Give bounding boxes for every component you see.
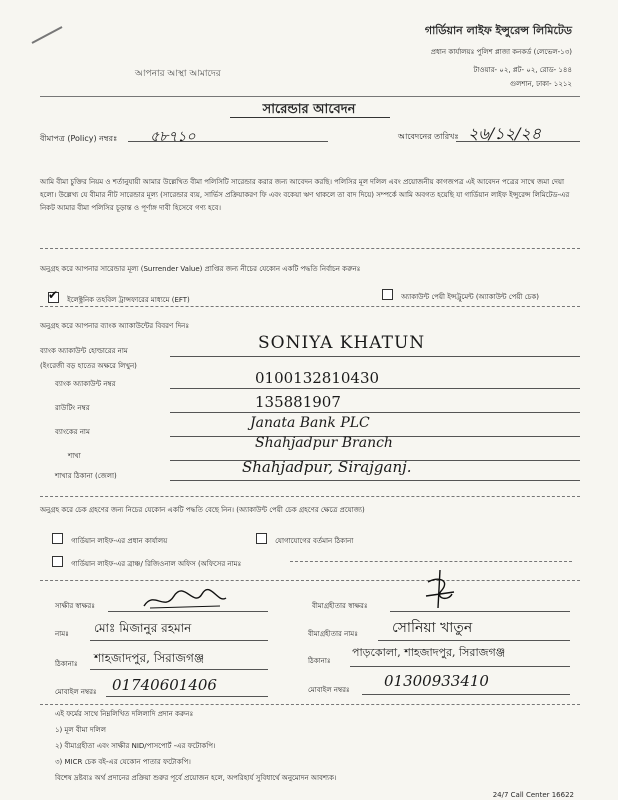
holder-signature-label: বীমাগ্রহীতার স্বাক্ষরঃ: [312, 602, 368, 610]
office-label: প্রধান কার্যালয়ঃ পুলিশ প্লাজা কনকর্ড (লেভেল-১৩): [430, 48, 572, 56]
divider-2: [40, 306, 580, 307]
slogan: আপনার আস্থা আমাদের: [135, 69, 221, 79]
option-payee-cheque[interactable]: [382, 284, 539, 303]
divider-3: [40, 496, 580, 497]
current-address-checkbox[interactable]: [256, 533, 267, 544]
account-holder-field[interactable]: [170, 356, 580, 357]
branch-label: শাখা: [68, 452, 81, 460]
cheque-option-head-office[interactable]: [52, 528, 167, 547]
holder-mobile-label: মোবাইল নম্বরঃ: [308, 686, 350, 694]
witness-address-label: ঠিকানাঃ: [55, 660, 78, 668]
account-number-value: 0100132810430: [255, 369, 380, 387]
staple-mark: [32, 26, 63, 44]
doc-item-1: ১) মূল বীমা দলিল: [55, 726, 106, 734]
cheque-option-current-address[interactable]: [256, 528, 353, 547]
head-office-checkbox[interactable]: [52, 533, 63, 544]
holder-address-field[interactable]: [350, 666, 570, 667]
bank-name-label: ব্যাংকের নাম: [55, 428, 90, 436]
account-holder-value: SONIYA KHATUN: [258, 333, 426, 353]
policy-label: বীমাপত্র (Policy) নম্বরঃ: [40, 134, 118, 143]
eft-checkbox[interactable]: [48, 292, 59, 303]
payee-label: অ্যাকাউন্ট পেয়ী ইন্সট্রুমেন্ট (অ্যাকাউন্ট পেয়ী চেক): [401, 293, 539, 301]
holder-address-value: পাড়কোলা, শাহজাদপুর, সিরাজগঞ্জ: [352, 646, 506, 659]
account-holder-label: ব্যাংক অ্যাকাউন্ট হোল্ডারের নাম: [40, 347, 128, 355]
witness-mobile-field[interactable]: [106, 696, 268, 697]
holder-mobile-value: 01300933410: [384, 672, 489, 690]
witness-signature: [140, 586, 230, 614]
witness-name-value: মোঃ মিজানুর রহমান: [94, 621, 192, 635]
call-center: 24/7 Call Center 16622: [492, 791, 574, 799]
head-office-label: গার্ডিয়ান লাইফ-এর প্রধান কার্যালয়: [71, 537, 168, 545]
bank-name-value: Janata Bank PLC: [250, 415, 370, 431]
routing-value: 135881907: [255, 393, 341, 411]
date-label: আবেদনের তারিখঃ: [398, 132, 459, 141]
holder-signature-field[interactable]: [390, 611, 570, 612]
witness-mobile-value: 01740601406: [112, 676, 217, 694]
header-divider: [40, 96, 580, 97]
witness-signature-label: সাক্ষীর স্বাক্ষরঃ: [55, 602, 95, 610]
branch-address-value: Shahjadpur, Sirajganj.: [242, 458, 412, 476]
special-note: বিশেষ দ্রষ্টব্যঃ অর্থ প্রদানের প্রক্রিয়া শুরুর পূর্বে প্রয়োজন হলে, অপরিহার্য সুবিধার্থে অনুমোদন আবশ্যক।: [55, 774, 337, 782]
branch-office-checkbox[interactable]: [52, 556, 63, 567]
divider-4: [40, 580, 580, 581]
branch-value: Shahjadpur Branch: [255, 435, 393, 451]
holder-mobile-field[interactable]: [362, 694, 570, 695]
payment-prompt: অনুগ্রহ করে আপনার সারেন্ডার মূল্য (Surrender Value) প্রাপ্তির জন্য নীচের যেকোন একটি পদ্ধতি নির্বাচন করুনঃ: [40, 265, 361, 273]
payee-checkbox[interactable]: [382, 289, 393, 300]
company-name: গার্ডিয়ান লাইফ ইন্সুরেন্স লিমিটেড: [424, 24, 572, 37]
account-holder-sub: (ইংরেজী বড় হাতের অক্ষরে লিখুন): [40, 362, 137, 370]
account-number-field[interactable]: [170, 388, 580, 389]
date-value: ২৬/১২/২৪: [468, 124, 542, 143]
holder-signature: [420, 568, 460, 614]
title-underline: [230, 117, 390, 118]
current-address-label: যোগাযোগের বর্তমান ঠিকানা: [275, 537, 354, 545]
bank-prompt: অনুগ্রহ করে আপনার ব্যাংক অ্যাকাউন্টের বিবরণ দিনঃ: [40, 322, 190, 330]
doc-item-3: ৩) MICR চেক বই-এর যেকোন পাতার ফটোকপি।: [55, 758, 191, 766]
declaration-text: আমি বীমা চুক্তির নিয়ম ও শর্তানুযায়ী আমার উল্লেখিত বীমা পলিসিটি সারেন্ডার করার জন্য আবেদন করছি। পলিসির মূল দলিল এবং প্রয়োজনীয় কাগজপত্র এই আবেদন পত্রের সাথে জমা দেয়া হলো। উল্লেখ্য যে বীমার নীট সারেন্ডার মূল্য (সারেন্ডার ব্যয়, সার্ভিস প্রক্রিয়াকরণ ফি এবং বকেয়া ঋণ থাকলে তা বাদ দিয়ে) সম্পর্কে আমি অবগত হয়েছি যা গার্ডিয়ান লাইফ ইন্সুরেন্স লিমিটেড-এর নিকট আমার বীমা পলিসির চূড়ান্ত ও পূর্ণাঙ্গ দাবী হিসেবে গণ্য হবে।: [40, 178, 570, 212]
office-address-2: গুলশান, ঢাকা- ১২১২: [509, 80, 572, 88]
account-number-label: ব্যাংক অ্যাকাউন্ট নম্বর: [55, 380, 116, 388]
eft-label: ইলেক্ট্রনিক তহবিল ট্রান্সফারের মাধ্যমে (EFT): [67, 296, 190, 304]
docs-prompt: এই ফর্মের সাথে নিম্নলিখিত দলিলাদি প্রদান করুনঃ: [55, 710, 194, 718]
witness-mobile-label: মোবাইল নম্বরঃ: [55, 688, 97, 696]
routing-label: রাউটিং নম্বর: [55, 404, 90, 412]
branch-address-field[interactable]: [170, 480, 580, 481]
office-address-1: টাওয়ার- ০২, প্লট- ০২, রোড- ১৪৪: [473, 66, 572, 74]
routing-field[interactable]: [170, 412, 580, 413]
divider-5: [40, 704, 580, 705]
divider-1: [40, 248, 580, 249]
holder-address-label: ঠিকানাঃ: [308, 657, 331, 665]
holder-name-label: বীমাগ্রহীতার নামঃ: [308, 630, 358, 638]
witness-name-label: নামঃ: [55, 630, 69, 638]
form-title: সারেন্ডার আবেদন: [262, 102, 356, 117]
holder-name-value: সোনিয়া খাতুন: [392, 620, 473, 636]
cheque-option-branch[interactable]: [52, 551, 241, 570]
witness-name-field[interactable]: [90, 640, 268, 641]
doc-item-2: ২) বীমাগ্রহীতা এবং সাক্ষীর NID/পাসপোর্ট -এর ফটোকপি।: [55, 742, 216, 750]
holder-name-field[interactable]: [378, 640, 570, 641]
witness-address-value: শাহজাদপুর, সিরাজগঞ্জ: [94, 651, 205, 665]
branch-address-label: শাখার ঠিকানা (জেলা): [55, 472, 117, 480]
policy-value: ৫৮৭১০: [150, 129, 196, 145]
branch-office-name-field[interactable]: [290, 561, 572, 562]
option-eft[interactable]: [48, 287, 190, 306]
branch-office-label: গার্ডিয়ান লাইফ-এর ব্রাঞ্চ/ রিজিওনাল অফিস (অফিসের নামঃ: [71, 560, 242, 568]
cheque-prompt: অনুগ্রহ করে চেক গ্রহণের জন্য নিচের যেকোন একটি পদ্ধতি বেছে নিন। (অ্যাকাউন্ট পেয়ী চেক গ্রহণের ক্ষেত্রে প্রযোজ্য): [40, 506, 365, 514]
